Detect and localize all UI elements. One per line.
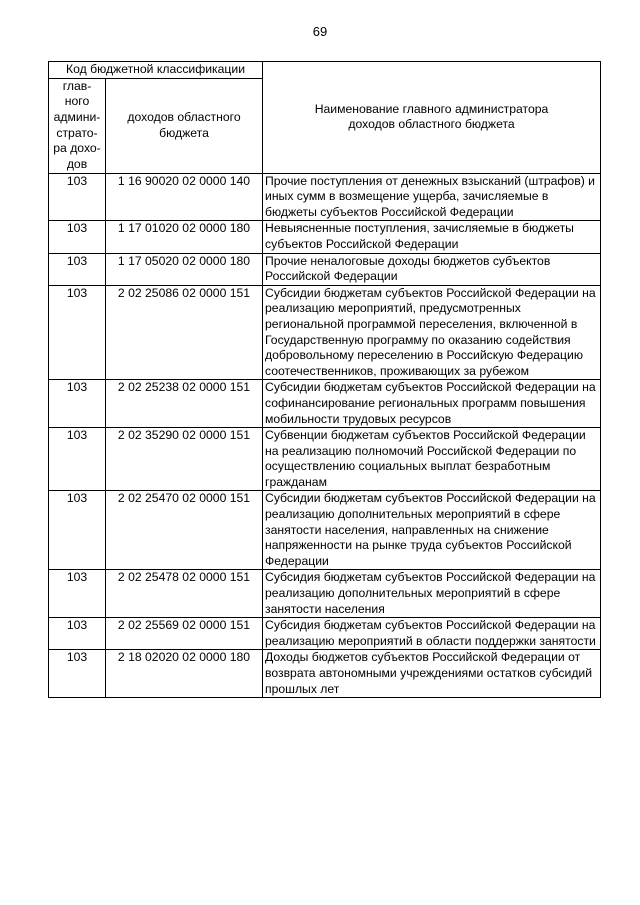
admin-code-cell: 103: [49, 618, 106, 650]
administrator-name-header-text: Наименование главного администратора доходов областного бюджета: [314, 101, 549, 132]
table-row: [49, 173, 601, 221]
income-code-cell: 1 17 05020 02 0000 180: [106, 253, 263, 285]
income-code-cell: 1 17 01020 02 0000 180: [106, 221, 263, 253]
table-row: [49, 221, 601, 253]
table-row: [49, 285, 601, 380]
income-name-cell: Субвенции бюджетам субъектов Российской Федерации на реализацию полномочий Российской Федерации по осуществлению социальных выплат безработным гражданам: [263, 428, 601, 491]
table-row: [49, 650, 601, 698]
table-row: [49, 570, 601, 618]
table-row: [49, 380, 601, 428]
table-header-row-group: [49, 62, 601, 79]
income-code-cell: 2 02 25569 02 0000 151: [106, 618, 263, 650]
table-body: [49, 173, 601, 698]
admin-code-cell: 103: [49, 428, 106, 491]
admin-code-cell: 103: [49, 253, 106, 285]
income-name-cell: Субсидии бюджетам субъектов Российской Федерации на реализацию дополнительных мероприятий в сфере занятости населения, направленных на снижение напряженности на рынке труда субъектов Российской Федерации: [263, 491, 601, 570]
table-row: [49, 618, 601, 650]
table-row: [49, 428, 601, 491]
admin-code-cell: 103: [49, 221, 106, 253]
admin-code-cell: 103: [49, 173, 106, 221]
income-name-cell: Прочие неналоговые доходы бюджетов субъектов Российской Федерации: [263, 253, 601, 285]
income-name-cell: Невыясненные поступления, зачисляемые в бюджеты субъектов Российской Федерации: [263, 221, 601, 253]
page-number: 69: [312, 24, 328, 39]
income-code-cell: 2 02 35290 02 0000 151: [106, 428, 263, 491]
chief-administrator-header: [49, 78, 106, 173]
income-name-cell: Прочие поступления от денежных взысканий (штрафов) и иных сумм в возмещение ущерба, зачисляемые в бюджеты субъектов Российской Федерации: [263, 173, 601, 221]
income-name-cell: Субсидии бюджетам субъектов Российской Федерации на реализацию мероприятий, предусмотренных региональной программой переселения, включенной в Государственную программу по оказанию содействия добровольному переселению в Российскую Федерацию соотечественников, проживающих за рубежом: [263, 285, 601, 380]
income-name-cell: Субсидии бюджетам субъектов Российской Федерации на софинансирование региональных программ повышения мобильности трудовых ресурсов: [263, 380, 601, 428]
chief-administrator-header-text: глав- ного админи- страто- ра дохо- дов: [53, 78, 101, 171]
income-code-cell: 2 02 25238 02 0000 151: [106, 380, 263, 428]
admin-code-cell: 103: [49, 491, 106, 570]
budget-classification-table: [48, 61, 601, 698]
income-name-cell: Субсидия бюджетам субъектов Российской Федерации на реализацию дополнительных мероприятий в сфере занятости населения: [263, 570, 601, 618]
table-row: [49, 253, 601, 285]
table-row: [49, 491, 601, 570]
admin-code-cell: 103: [49, 285, 106, 380]
administrator-name-header: [263, 62, 601, 174]
admin-code-cell: 103: [49, 570, 106, 618]
income-name-cell: Субсидия бюджетам субъектов Российской Федерации на реализацию мероприятий в области поддержки занятости: [263, 618, 601, 650]
income-name-cell: Доходы бюджетов субъектов Российской Федерации от возврата автономными учреждениями остатков субсидий прошлых лет: [263, 650, 601, 698]
regional-budget-income-header: [106, 78, 263, 173]
admin-code-cell: 103: [49, 380, 106, 428]
regional-budget-income-header-text: доходов областного бюджета: [127, 110, 241, 140]
income-code-cell: 1 16 90020 02 0000 140: [106, 173, 263, 221]
income-code-cell: 2 02 25086 02 0000 151: [106, 285, 263, 380]
income-code-cell: 2 18 02020 02 0000 180: [106, 650, 263, 698]
income-code-cell: 2 02 25470 02 0000 151: [106, 491, 263, 570]
income-code-cell: 2 02 25478 02 0000 151: [106, 570, 263, 618]
budget-classification-code-header: Код бюджетной классификации: [49, 62, 263, 79]
admin-code-cell: 103: [49, 650, 106, 698]
